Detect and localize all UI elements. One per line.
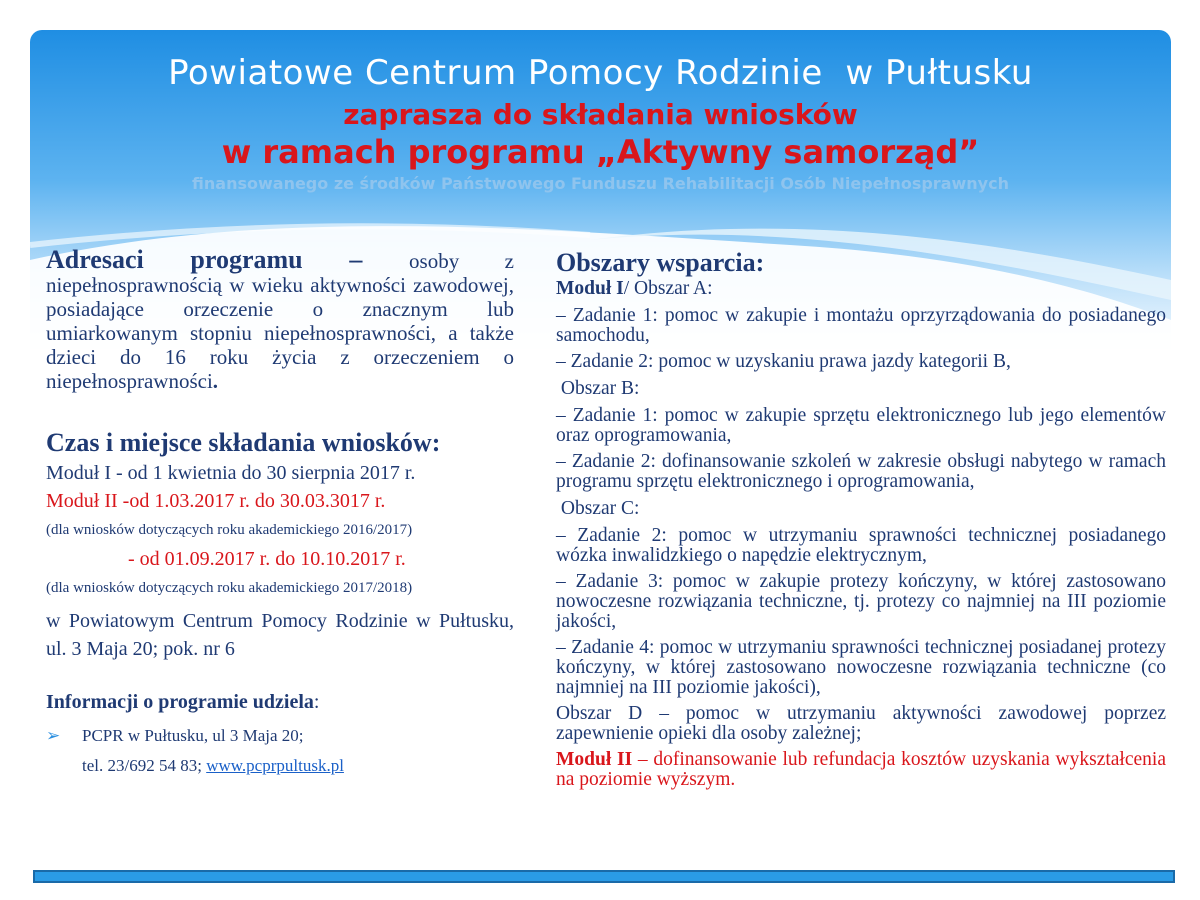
- module2-text: – dofinansowanie lub refundacja kosztów uzyskania wykształcenia na poziomie wyższym.: [556, 749, 1166, 790]
- footer-bar: [33, 870, 1175, 883]
- area-b-task-2: – Zadanie 2: dofinansowanie szkoleń w zakresie obsługi nabytego w ramach programu sprzętu elektronicznego i oprogramowania,: [556, 451, 1166, 492]
- time-place-heading: Czas i miejsce składania wniosków:: [46, 428, 441, 457]
- module2-label: Moduł II: [556, 749, 633, 770]
- area-c-task-3: – Zadanie 3: pomoc w zakupie protezy kończyny, w której zastosowano nowoczesne rozwiązania techniczne, tj. protezy co najmniej na III poziomie jakości,: [556, 571, 1166, 632]
- right-column: [556, 248, 1166, 796]
- invitation-line: zaprasza do składania wniosków: [343, 98, 858, 131]
- module1-dates: Moduł I - od 1 kwietnia do 30 sierpnia 2017 r.: [46, 462, 416, 484]
- area-a-label: / Obszar A:: [623, 278, 713, 299]
- addressees-start: osoby: [409, 249, 460, 273]
- poster-slide: [30, 30, 1171, 866]
- area-b-label: Obszar B:: [556, 378, 640, 399]
- organization-title: Powiatowe Centrum Pomocy Rodzinie w Pułtusku: [168, 53, 1033, 93]
- area-c-label: Obszar C:: [556, 498, 640, 519]
- addressees-heading: Adresaci programu: [46, 245, 303, 274]
- info-colon: :: [313, 691, 320, 713]
- program-line: w ramach programu „Aktywny samorząd”: [221, 133, 980, 171]
- addressees-text: z niepełnosprawnością w wieku aktywności zawodowej, posiadające orzeczenie o znacznym lub umiarkowanym stopniu niepełnosprawności, a także dzieci do 16 roku życia z orzeczeniem o niepełnosprawności: [46, 249, 514, 393]
- submission-place: w Powiatowym Centrum Pomocy Rodzinie w Pułtusku, ul. 3 Maja 20; pok. nr 6: [46, 610, 514, 660]
- info-phone-row: [46, 751, 514, 781]
- funding-subtitle: finansowanego ze środków Państwowego Funduszu Rehabilitacji Osób Niepełnosprawnych: [192, 174, 1009, 193]
- support-areas-heading: Obszary wsparcia:: [556, 248, 765, 277]
- info-heading-row: [46, 687, 514, 717]
- area-a-task-2: – Zadanie 2: pomoc w uzyskaniu prawa jazdy kategorii B,: [556, 351, 1011, 372]
- info-phone: tel. 23/692 54 83;: [82, 756, 207, 775]
- area-d: Obszar D – pomoc w utrzymaniu aktywności zawodowej poprzez zapewnienie opieki dla osoby zależnej;: [556, 703, 1166, 744]
- info-heading: Informacji o programie udziela: [46, 691, 314, 713]
- module2-dates: Moduł II -od 1.03.2017 r. do 30.03.3017 r.: [46, 490, 386, 512]
- module2-second-dates: - od 01.09.2017 r. do 10.10.2017 r.: [128, 548, 406, 570]
- academic-year-note-2: (dla wniosków dotyczących roku akademickiego 2017/2018): [46, 580, 413, 596]
- addressees-paragraph: [46, 245, 514, 393]
- addressees-dot: .: [212, 369, 219, 393]
- module1-area-a: [556, 278, 1166, 300]
- area-c-task-2: – Zadanie 2: pomoc w utrzymaniu sprawności technicznej posiadanego wózka inwalidzkiego o napędzie elektrycznym,: [556, 525, 1166, 566]
- addressees-dash: –: [302, 245, 410, 274]
- info-contact-row: [46, 721, 514, 751]
- poster-header: [30, 48, 1171, 196]
- area-c-task-4: – Zadanie 4: pomoc w utrzymaniu sprawności technicznej posiadanej protezy kończyny, w której zastosowano nowoczesne rozwiązania techniczne (co najmniej na III poziomie jakości),: [556, 637, 1166, 698]
- left-column: [46, 245, 514, 781]
- area-b-task-1: – Zadanie 1: pomoc w zakupie sprzętu elektronicznego lub jego elementów oraz oprogramowania,: [556, 405, 1166, 446]
- module1-label: Moduł I: [556, 278, 624, 299]
- academic-year-note-1: (dla wniosków dotyczących roku akademickiego 2016/2017): [46, 522, 413, 538]
- module2-description: [556, 750, 1166, 790]
- arrow-bullet-icon: ➢: [46, 726, 61, 745]
- area-a-task-1: – Zadanie 1: pomoc w zakupie i montażu oprzyrządowania do posiadanego samochodu,: [556, 305, 1166, 346]
- info-address: PCPR w Pułtusku, ul 3 Maja 20;: [82, 726, 304, 745]
- website-link[interactable]: www.pcprpultusk.pl: [206, 756, 344, 775]
